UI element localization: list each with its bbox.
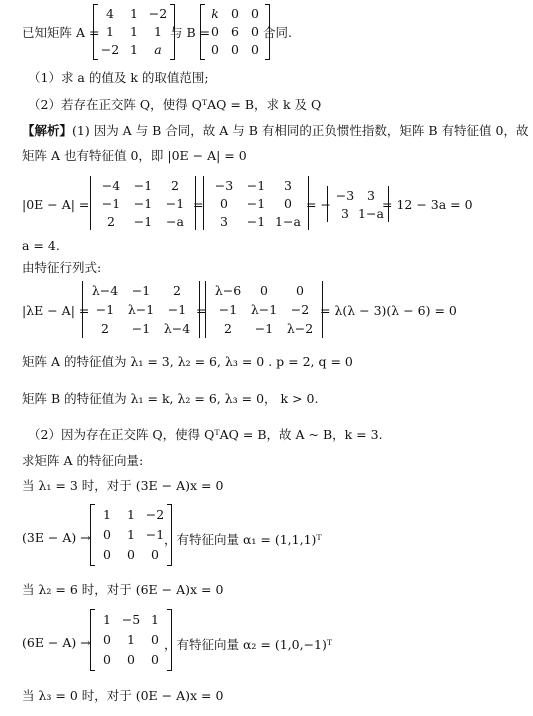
matrix-cell: 2	[173, 283, 181, 298]
matrix-cell: λ−1	[127, 302, 155, 317]
matrix-cell: −3	[335, 187, 355, 203]
matrix-cell: 0	[251, 23, 259, 39]
matrix-cell: −1	[133, 213, 153, 229]
matrix-cell: 0	[151, 651, 159, 667]
matrix-cell: 0	[260, 283, 268, 298]
matrix-cell: 0	[103, 526, 111, 542]
matrix-cell: 0	[151, 546, 159, 562]
matrix-cell: 1	[130, 41, 138, 57]
vector-1: ，有特征向量 α₁ = (1,1,1)ᵀ	[164, 532, 322, 547]
matrix-cell: 3	[284, 177, 292, 193]
matrix-b	[200, 4, 260, 58]
matrix-cell: 0	[211, 23, 219, 39]
det-result: = 12 − 3a = 0	[382, 197, 473, 212]
solution-line-1	[22, 121, 528, 139]
det-2	[203, 176, 303, 232]
cp-result: = λ(λ − 3)(λ − 6) = 0	[320, 303, 457, 318]
matrix-cell: 2	[107, 213, 115, 229]
matrix-cell: −1	[246, 177, 266, 193]
matrix-cell: 0	[251, 41, 259, 57]
matrix-cell: 1	[127, 526, 135, 542]
matrix-cell: 0	[231, 41, 239, 57]
matrix-cell: −1	[133, 195, 153, 211]
matrix-cell: 0	[284, 195, 292, 211]
matrix-cell: 1−a	[358, 205, 384, 221]
eq-minus: = −	[306, 197, 331, 212]
matrix-cell: 1−a	[275, 213, 301, 229]
matrix-cell: −1	[167, 302, 187, 317]
matrix-cell: −1	[218, 302, 238, 317]
case-1: 当 λ₁ = 3 时，对于 (3E − A)x = 0	[22, 478, 224, 493]
matrix-cell: 1	[151, 611, 159, 627]
arrow-1: (3E − A) →	[22, 530, 91, 545]
det-lhs: |0E − A| =	[22, 197, 90, 212]
eq-sign-1: =	[193, 197, 204, 212]
problem-intro: 已知矩阵 A =	[22, 25, 100, 40]
matrix-cell: 3	[220, 213, 228, 229]
matrix-6e-a	[90, 609, 162, 669]
matrix-cell: 1	[154, 23, 162, 39]
matrix-cell: −1	[131, 283, 151, 298]
cp-det-1	[82, 281, 194, 339]
matrix-cell: −5	[121, 611, 141, 627]
matrix-cell: 1	[127, 506, 135, 522]
arrow-2: (6E − A) →	[22, 635, 91, 650]
matrix-cell: −2	[100, 41, 120, 57]
matrix-3e-a	[90, 504, 165, 564]
matrix-cell: 0	[231, 5, 239, 21]
matrix-cell: −2	[148, 5, 168, 21]
matrix-cell: −2	[145, 506, 165, 522]
matrix-cell: −1	[95, 302, 115, 317]
matrix-cell: 1	[103, 611, 111, 627]
matrix-cell: −1	[246, 213, 266, 229]
congruent-text: 合同.	[263, 25, 292, 40]
matrix-cell: λ−1	[250, 302, 278, 317]
matrix-cell: −1	[246, 195, 266, 211]
matrix-cell: 0	[211, 41, 219, 57]
matrix-cell: λ−4	[163, 321, 191, 336]
matrix-cell: −1	[145, 526, 165, 542]
matrix-cell: 2	[224, 321, 232, 336]
matrix-cell: −1	[254, 321, 274, 336]
matrix-cell: k	[211, 5, 219, 21]
solution-label: 【解析】	[22, 123, 73, 138]
matrix-cell: −1	[101, 195, 121, 211]
eigenvalues-a: 矩阵 A 的特征值为 λ₁ = 3, λ₂ = 6, λ₃ = 0 . p = 2, q = 0	[22, 354, 353, 369]
det-3	[327, 186, 384, 222]
matrix-cell: 0	[251, 5, 259, 21]
matrix-cell: −1	[165, 195, 185, 211]
char-poly-label: 由特征行列式:	[22, 260, 102, 275]
with-b-text: 与 B =	[170, 25, 211, 40]
matrix-cell: 0	[103, 631, 111, 647]
matrix-cell: 0	[103, 651, 111, 667]
matrix-cell: 1	[103, 506, 111, 522]
matrix-cell: λ−2	[286, 321, 314, 336]
matrix-cell: −1	[133, 177, 153, 193]
matrix-cell: 1	[130, 5, 138, 21]
matrix-cell: −1	[131, 321, 151, 336]
a-value: a = 4.	[22, 238, 60, 253]
matrix-cell: 1	[127, 631, 135, 647]
matrix-cell: 0	[220, 195, 228, 211]
question-2: （2）若存在正交阵 Q，使得 QᵀAQ = B，求 k 及 Q	[28, 97, 322, 112]
eq-sign-2: =	[196, 303, 207, 318]
part-2: （2）因为存在正交阵 Q，使得 QᵀAQ = B，故 A ~ B，k = 3.	[28, 427, 383, 442]
matrix-cell: −4	[101, 177, 121, 193]
det-1	[90, 176, 190, 232]
matrix-cell: 2	[101, 321, 109, 336]
case-2: 当 λ₂ = 6 时，对于 (6E − A)x = 0	[22, 582, 224, 597]
matrix-cell: −3	[214, 177, 234, 193]
vector-2: ，有特征向量 α₂ = (1,0,−1)ᵀ	[164, 637, 333, 652]
matrix-cell: 2	[171, 177, 179, 193]
matrix-cell: 0	[127, 651, 135, 667]
matrix-cell: −2	[290, 302, 310, 317]
cp-lhs: |λE − A| =	[22, 303, 90, 318]
matrix-cell: a	[154, 41, 162, 57]
find-vectors: 求矩阵 A 的特征向量:	[22, 453, 144, 468]
matrix-cell: 1	[106, 23, 114, 39]
matrix-cell: 1	[130, 23, 138, 39]
matrix-cell: 0	[127, 546, 135, 562]
cp-det-2	[205, 281, 317, 339]
matrix-cell: 0	[151, 631, 159, 647]
matrix-cell: 0	[103, 546, 111, 562]
matrix-cell: λ−4	[91, 283, 119, 298]
matrix-cell: 3	[367, 187, 375, 203]
matrix-a	[93, 4, 168, 58]
matrix-cell: 3	[341, 205, 349, 221]
solution-line-2: 矩阵 A 也有特征值 0，即 |0E − A| = 0	[22, 148, 247, 163]
question-1: （1）求 a 的值及 k 的取值范围;	[28, 70, 209, 85]
matrix-cell: λ−6	[214, 283, 242, 298]
matrix-cell: 0	[296, 283, 304, 298]
matrix-cell: 6	[231, 23, 239, 39]
eigenvalues-b: 矩阵 B 的特征值为 λ₁ = k, λ₂ = 6, λ₃ = 0， k > 0.	[22, 391, 319, 406]
solution-line-1-text: (1) 因为 A 与 B 合同，故 A 与 B 有相同的正负惯性指数，矩阵 B 有特征值 0，故	[72, 123, 529, 138]
case-3: 当 λ₃ = 0 时，对于 (0E − A)x = 0	[22, 688, 224, 703]
matrix-cell: −a	[166, 213, 184, 229]
matrix-cell: 4	[106, 5, 114, 21]
